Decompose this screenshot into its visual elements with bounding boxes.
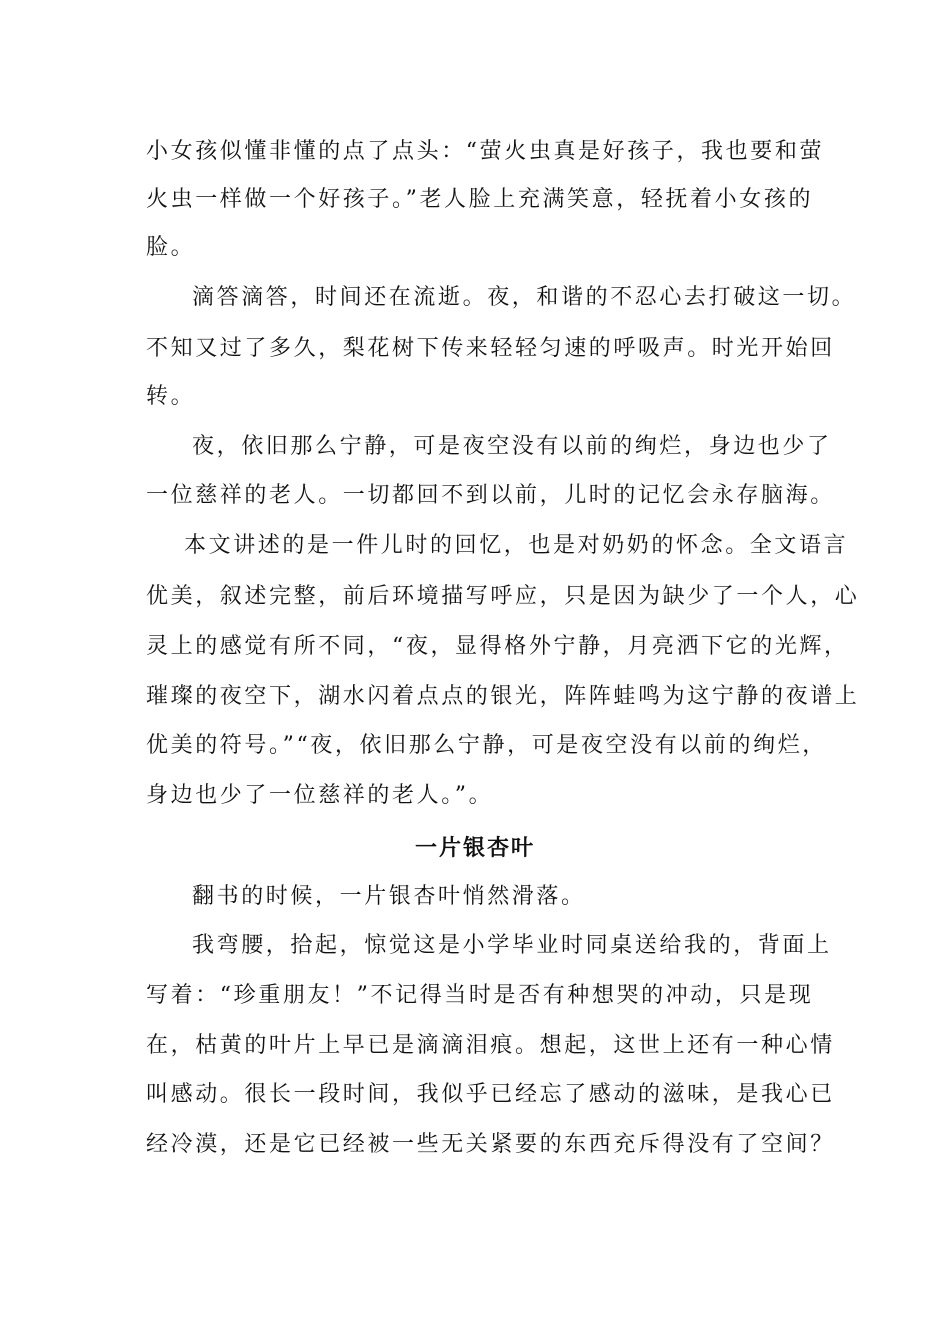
text-line: 我弯腰，拾起，惊觉这是小学毕业时同桌送给我的，背面上 [192, 933, 832, 958]
text-line: 滴答滴答，时间还在流逝。夜，和谐的不忍心去打破这一切。 [192, 285, 857, 310]
section-title: 一片银杏叶 [414, 835, 535, 861]
summary-line: 优美，叙述完整，前后环境描写呼应，只是因为缺少了一个人，心 [146, 584, 860, 609]
text-line: 火虫一样做一个好孩子。”老人脸上充满笑意，轻抚着小女孩的 [146, 187, 814, 212]
text-line: 小女孩似懂非懂的点了点头：“萤火虫真是好孩子，我也要和萤 [146, 139, 825, 164]
summary-line: 优美的符号。”“夜，依旧那么宁静，可是夜空没有以前的绚烂， [146, 733, 827, 758]
text-line: 叫感动。很长一段时间，我似乎已经忘了感动的滋味，是我心已 [146, 1082, 835, 1107]
text-line: 写着：“珍重朋友！”不记得当时是否有种想哭的冲动，只是现 [146, 983, 814, 1008]
text-line: 一位慈祥的老人。一切都回不到以前，儿时的记忆会永存脑海。 [146, 483, 835, 508]
summary-line: 本文讲述的是一件儿时的回忆，也是对奶奶的怀念。全文语言 [184, 533, 849, 558]
summary-line: 身边也少了一位慈祥的老人。”。 [146, 783, 494, 808]
text-line: 翻书的时候，一片银杏叶悄然滑落。 [192, 884, 586, 909]
text-line: 脸。 [146, 235, 196, 260]
text-line: 在，枯黄的叶片上早已是滴滴泪痕。想起，这世上还有一种心情 [146, 1033, 835, 1058]
text-line: 不知又过了多久，梨花树下传来轻轻匀速的呼吸声。时光开始回 [146, 336, 835, 361]
text-line: 转。 [146, 384, 196, 409]
text-line: 经冷漠，还是它已经被一些无关紧要的东西充斥得没有了空间？ [146, 1132, 835, 1157]
summary-line: 璀璨的夜空下，湖水闪着点点的银光，阵阵蛙鸣为这宁静的夜谱上 [146, 684, 860, 709]
summary-line: 灵上的感觉有所不同，“夜，显得格外宁静，月亮洒下它的光辉， [146, 634, 849, 659]
text-line: 夜，依旧那么宁静，可是夜空没有以前的绚烂，身边也少了 [192, 434, 832, 459]
